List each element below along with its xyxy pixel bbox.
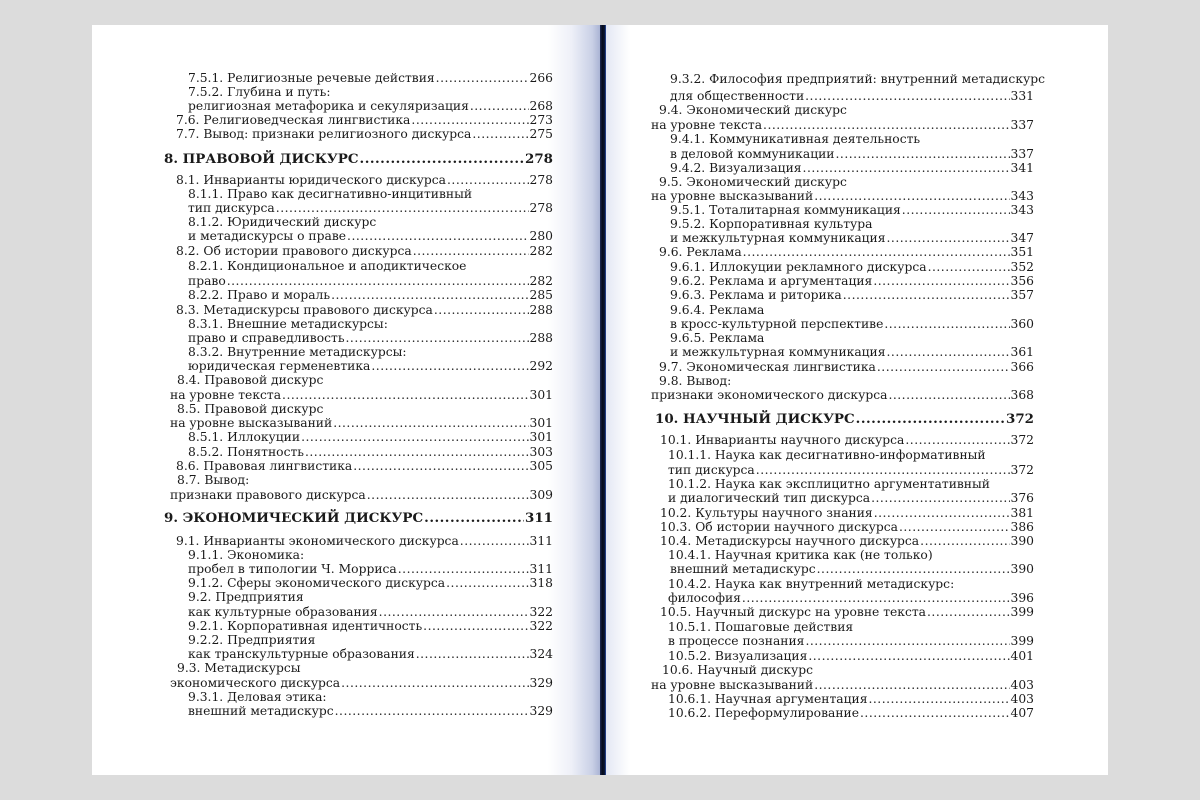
toc-entry-title: 9.5. Экономический дискурс — [659, 175, 847, 189]
dot-leader — [436, 71, 529, 85]
dot-leader — [843, 288, 1010, 302]
toc-entry-title: 9.3.1. Деловая этика: — [188, 690, 327, 704]
toc-entry — [670, 147, 1034, 161]
dot-leader — [803, 161, 1010, 175]
toc-entry — [188, 85, 331, 99]
toc-entry — [188, 331, 553, 345]
dot-leader — [927, 605, 1010, 619]
toc-entry — [670, 203, 1034, 217]
toc-entry-title: 9.1.2. Сферы экономического дискурса — [188, 576, 446, 590]
toc-entry — [670, 303, 764, 317]
toc-page-number: 343 — [1010, 203, 1034, 217]
dot-leader — [836, 147, 1010, 161]
toc-page-number: 352 — [1010, 260, 1034, 274]
toc-entry-title: в процессе познания — [668, 634, 805, 648]
toc-page-number: 399 — [1010, 605, 1034, 619]
toc-entry — [188, 590, 304, 604]
toc-entry-title: 9.3.2. Философия предприятий: внутренний метадискурс — [670, 72, 1045, 86]
toc-entry — [670, 331, 764, 345]
dot-leader — [398, 562, 529, 576]
toc-entry — [188, 187, 472, 201]
toc-page-number: 357 — [1010, 288, 1034, 302]
toc-entry-title: 10.5.2. Визуализация — [668, 649, 808, 663]
toc-entry — [177, 661, 301, 675]
toc-entry-title: 8.1. Инварианты юридического дискурса — [176, 173, 446, 187]
toc-entry-title: 10.5.1. Пошаговые действия — [668, 620, 854, 634]
toc-entry-title: пробел в типологии Ч. Морриса — [188, 562, 397, 576]
toc-chapter-heading — [655, 412, 1034, 426]
dot-leader — [447, 173, 529, 187]
toc-entry-title: признаки экономического дискурса — [651, 388, 888, 402]
toc-entry — [660, 534, 1034, 548]
toc-entry-title: 10.1.2. Наука как эксплицитно аргументативный — [668, 477, 990, 491]
toc-entry — [668, 448, 986, 462]
toc-entry-title: в деловой коммуникации — [670, 147, 835, 161]
toc-entry — [176, 173, 553, 187]
toc-entry — [668, 706, 1034, 720]
toc-entry — [668, 692, 1034, 706]
toc-page-number: 331 — [1010, 89, 1034, 103]
toc-page-number: 390 — [1010, 562, 1034, 576]
toc-page-number: 372 — [1006, 411, 1034, 427]
dot-leader — [756, 463, 1010, 477]
toc-entry — [670, 161, 1034, 175]
toc-entry-title: 8.3. Метадискурсы правового дискурса — [176, 303, 433, 317]
toc-entry-title: 9.4.1. Коммуникативная деятельность — [670, 132, 921, 146]
toc-page-number: 396 — [1010, 591, 1034, 605]
toc-entry — [670, 562, 1034, 576]
toc-entry — [188, 704, 553, 718]
toc-entry — [188, 345, 407, 359]
toc-entry-title: религиозная метафорика и секуляризация — [188, 99, 469, 113]
toc-entry-title: признаки правового дискурса — [170, 488, 366, 502]
dot-leader — [371, 359, 528, 373]
toc-entry — [660, 506, 1034, 520]
toc-page-number: 401 — [1010, 649, 1034, 663]
toc-entry — [670, 89, 1034, 103]
toc-entry-title: 8.5. Правовой дискурс — [177, 402, 324, 416]
toc-page-number: 368 — [1010, 388, 1034, 402]
toc-entry-title: 9.6.5. Реклама — [670, 331, 765, 345]
toc-page-number: 266 — [529, 71, 553, 85]
toc-page-number: 337 — [1010, 118, 1034, 132]
toc-entry — [659, 245, 1034, 259]
toc-page-number: 341 — [1010, 161, 1034, 175]
toc-entry-title: экономического дискурса — [170, 676, 341, 690]
dot-leader — [877, 360, 1010, 374]
dot-leader — [472, 127, 528, 141]
toc-entry — [188, 274, 553, 288]
toc-page-number: 329 — [529, 676, 553, 690]
toc-entry-title: 7.7. Вывод: признаки религиозного дискурса — [176, 127, 472, 141]
toc-entry-title: 10.4. Метадискурсы научного дискурса — [660, 534, 920, 548]
toc-page-number: 273 — [529, 113, 553, 127]
toc-page-number: 278 — [529, 201, 553, 215]
toc-entry — [668, 634, 1034, 648]
toc-entry-title: 8.4. Правовой дискурс — [177, 373, 324, 387]
toc-entry-title: на уровне текста — [170, 388, 282, 402]
toc-entry — [651, 388, 1034, 402]
dot-leader — [814, 678, 1009, 692]
toc-entry — [670, 345, 1034, 359]
toc-entry-title: 9.2. Предприятия — [188, 590, 304, 604]
toc-entry-title: 8.1.2. Юридический дискурс — [188, 215, 377, 229]
toc-entry — [670, 317, 1034, 331]
toc-page-number: 381 — [1010, 506, 1034, 520]
toc-entry-title: 8.3.1. Внешние метадискурсы: — [188, 317, 388, 331]
toc-entry — [188, 99, 553, 113]
dot-leader — [884, 317, 1009, 331]
toc-entry-title: 10.6.2. Переформулирование — [668, 706, 859, 720]
toc-entry — [651, 189, 1034, 203]
toc-entry — [660, 433, 1034, 447]
toc-entry — [188, 430, 553, 444]
toc-entry-title: 9.3. Метадискурсы — [177, 661, 301, 675]
toc-entry-title: 10.3. Об истории научного дискурса — [660, 520, 898, 534]
toc-page-number: 292 — [529, 359, 553, 373]
toc-page-number: 301 — [529, 430, 553, 444]
toc-page-number: 268 — [529, 99, 553, 113]
toc-entry — [670, 72, 1045, 86]
toc-page-number: 311 — [525, 510, 553, 526]
toc-entry-title: 9.4. Экономический дискурс — [659, 103, 847, 117]
toc-entry-title: 8.3.2. Внутренние метадискурсы: — [188, 345, 407, 359]
toc-entry-title: 9.7. Экономическая лингвистика — [659, 360, 876, 374]
toc-entry-title: 9.2.2. Предприятия — [188, 633, 316, 647]
toc-page-number: 390 — [1010, 534, 1034, 548]
dot-leader — [423, 619, 528, 633]
toc-page-number: 366 — [1010, 360, 1034, 374]
dot-leader — [860, 706, 1010, 720]
toc-entry — [659, 175, 847, 189]
dot-leader — [470, 99, 529, 113]
toc-entry-title: для общественности — [670, 89, 805, 103]
toc-entry — [176, 534, 553, 548]
toc-entry-title: юридическая герменевтика — [188, 359, 371, 373]
dot-leader — [887, 345, 1010, 359]
toc-entry-title: 10.6. Научный дискурс — [662, 663, 814, 677]
dot-leader — [805, 634, 1009, 648]
toc-entry-title: 8.5.2. Понятность — [188, 445, 304, 459]
toc-page-number: 285 — [529, 288, 553, 302]
toc-entry-title: 9.6.4. Реклама — [670, 303, 765, 317]
gutter-shadow-right — [606, 25, 630, 775]
toc-entry — [660, 605, 1034, 619]
dot-leader — [899, 520, 1010, 534]
toc-page-number: 399 — [1010, 634, 1034, 648]
toc-entry-title: 10.4.2. Наука как внутренний метадискурс: — [668, 577, 955, 591]
toc-page-number: 278 — [529, 173, 553, 187]
toc-entry — [176, 244, 553, 258]
toc-page-number: 309 — [529, 488, 553, 502]
toc-chapter-heading — [164, 511, 553, 525]
dot-leader — [353, 459, 528, 473]
toc-entry — [668, 649, 1034, 663]
toc-entry-title: и метадискурсы о праве — [188, 229, 347, 243]
dot-leader — [282, 388, 528, 402]
dot-leader — [301, 430, 528, 444]
dot-leader — [276, 201, 529, 215]
toc-page-number: 329 — [529, 704, 553, 718]
toc-entry-title: и межкультурная коммуникация — [670, 345, 886, 359]
dot-leader — [887, 231, 1010, 245]
dot-leader — [413, 244, 529, 258]
toc-page-number: 361 — [1010, 345, 1034, 359]
dot-leader — [446, 576, 528, 590]
dot-leader — [742, 591, 1010, 605]
toc-entry — [188, 259, 466, 273]
toc-entry — [188, 317, 388, 331]
toc-entry-title: 10.2. Культуры научного знания — [660, 506, 873, 520]
dot-leader — [424, 511, 524, 525]
toc-page-number: 288 — [529, 303, 553, 317]
toc-entry — [188, 562, 553, 576]
toc-entry-title: 8.1.1. Право как десигнативно-инцитивный — [188, 187, 473, 201]
dot-leader — [805, 89, 1009, 103]
toc-entry-title: 9.1.1. Экономика: — [188, 548, 305, 562]
toc-entry — [188, 288, 553, 302]
toc-page-number: 322 — [529, 619, 553, 633]
toc-entry-title: 9.6. Реклама — [659, 245, 742, 259]
dot-leader — [460, 534, 529, 548]
toc-entry — [670, 260, 1034, 274]
dot-leader — [874, 506, 1010, 520]
dot-leader — [905, 433, 1009, 447]
toc-entry — [188, 619, 553, 633]
toc-page-number: 311 — [529, 562, 553, 576]
dot-leader — [341, 676, 528, 690]
dot-leader — [856, 412, 1005, 426]
toc-entry-title: на уровне текста — [651, 118, 763, 132]
toc-entry-title: 9.4.2. Визуализация — [670, 161, 802, 175]
dot-leader — [817, 562, 1010, 576]
toc-entry-title: 7.6. Религиоведческая лингвистика — [176, 113, 411, 127]
toc-entry — [170, 488, 553, 502]
toc-page-number: 372 — [1010, 433, 1034, 447]
dot-leader — [360, 152, 525, 166]
toc-entry — [660, 520, 1034, 534]
toc-entry-title: тип дискурса — [188, 201, 275, 215]
dot-leader — [868, 692, 1009, 706]
toc-entry-title: философия — [668, 591, 741, 605]
toc-entry-title: внешний метадискурс — [188, 704, 334, 718]
toc-entry-title: 9.5.1. Тоталитарная коммуникация — [670, 203, 901, 217]
toc-entry — [670, 288, 1034, 302]
toc-page-number: 322 — [529, 605, 553, 619]
toc-entry — [668, 548, 933, 562]
toc-entry-title: 9. ЭКОНОМИЧЕСКИЙ ДИСКУРС — [164, 510, 424, 526]
toc-entry-title: 8.2. Об истории правового дискурса — [176, 244, 412, 258]
toc-entry — [188, 576, 553, 590]
toc-entry-title: 9.6.3. Реклама и риторика — [670, 288, 842, 302]
dot-leader — [411, 113, 528, 127]
gutter-shadow-left — [548, 25, 600, 775]
toc-entry — [188, 201, 553, 215]
toc-page-number: 337 — [1010, 147, 1034, 161]
toc-entry-title: 9.2.1. Корпоративная идентичность — [188, 619, 423, 633]
toc-entry — [670, 274, 1034, 288]
toc-entry-title: внешний метадискурс — [670, 562, 816, 576]
toc-page-number: 318 — [529, 576, 553, 590]
toc-entry — [176, 127, 553, 141]
toc-entry-title: 9.1. Инварианты экономического дискурса — [176, 534, 459, 548]
toc-entry-title: 10.4.1. Научная критика как (не только) — [668, 548, 933, 562]
toc-entry — [177, 373, 323, 387]
toc-entry-title: 8.2.1. Кондициональное и аподиктическое — [188, 259, 467, 273]
toc-entry — [659, 374, 731, 388]
toc-entry — [177, 402, 323, 416]
dot-leader — [902, 203, 1010, 217]
toc-entry-title: 10.6.1. Научная аргументация — [668, 692, 868, 706]
toc-page-number: 376 — [1010, 491, 1034, 505]
toc-entry — [670, 217, 872, 231]
toc-entry — [170, 416, 553, 430]
toc-entry-title: 8.2.2. Право и мораль — [188, 288, 331, 302]
toc-page-number: 275 — [529, 127, 553, 141]
toc-entry — [188, 548, 304, 562]
toc-entry — [668, 620, 853, 634]
toc-page-number: 343 — [1010, 189, 1034, 203]
toc-page-number: 282 — [529, 274, 553, 288]
toc-entry — [651, 678, 1034, 692]
toc-page-number: 280 — [529, 229, 553, 243]
toc-entry-title: как культурные образования — [188, 605, 378, 619]
toc-entry — [188, 690, 327, 704]
toc-page-number: 347 — [1010, 231, 1034, 245]
toc-entry-title: 9.6.2. Реклама и аргументация — [670, 274, 873, 288]
toc-page-number: 301 — [529, 388, 553, 402]
toc-entry — [170, 676, 553, 690]
dot-leader — [888, 388, 1009, 402]
toc-entry-title: 10.1. Инварианты научного дискурса — [660, 433, 905, 447]
toc-entry-title: 10.1.1. Наука как десигнативно-информативный — [668, 448, 986, 462]
toc-entry-title: как транскультурные образования — [188, 647, 415, 661]
toc-entry — [659, 103, 847, 117]
toc-entry — [176, 303, 553, 317]
toc-chapter-heading — [164, 152, 553, 166]
toc-page-number: 303 — [529, 445, 553, 459]
toc-page-number: 301 — [529, 416, 553, 430]
toc-entry — [668, 477, 990, 491]
dot-leader — [814, 189, 1009, 203]
dot-leader — [346, 331, 529, 345]
toc-entry-title: 8.7. Вывод: — [177, 473, 250, 487]
toc-entry-title: в кросс-культурной перспективе — [670, 317, 884, 331]
toc-entry-title: на уровне высказываний — [651, 189, 814, 203]
dot-leader — [367, 488, 529, 502]
toc-entry-title: 8.6. Правовая лингвистика — [176, 459, 353, 473]
toc-entry — [176, 459, 553, 473]
dot-leader — [763, 118, 1009, 132]
toc-page-number: 360 — [1010, 317, 1034, 331]
toc-entry-title: 9.6.1. Иллокуции рекламного дискурса — [670, 260, 927, 274]
dot-leader — [873, 274, 1009, 288]
dot-leader — [920, 534, 1009, 548]
toc-entry — [188, 359, 553, 373]
toc-page-number: 356 — [1010, 274, 1034, 288]
toc-entry-title: право — [188, 274, 226, 288]
toc-entry — [662, 663, 813, 677]
toc-entry-title: 9.8. Вывод: — [659, 374, 732, 388]
toc-entry-title: на уровне высказываний — [170, 416, 333, 430]
dot-leader — [331, 288, 528, 302]
dot-leader — [871, 491, 1009, 505]
toc-entry — [188, 445, 553, 459]
toc-entry-title: право и справедливость — [188, 331, 345, 345]
toc-page-number: 403 — [1010, 692, 1034, 706]
toc-entry — [188, 605, 553, 619]
toc-entry-title: 10. НАУЧНЫЙ ДИСКУРС — [655, 411, 855, 427]
toc-entry-title: 7.5.1. Религиозные речевые действия — [188, 71, 435, 85]
toc-entry — [176, 113, 553, 127]
toc-entry — [668, 591, 1034, 605]
toc-entry — [188, 71, 553, 85]
dot-leader — [305, 445, 529, 459]
toc-entry — [670, 132, 920, 146]
dot-leader — [335, 704, 529, 718]
dot-leader — [808, 649, 1009, 663]
toc-page-number: 278 — [525, 151, 553, 167]
toc-entry — [188, 633, 315, 647]
toc-entry-title: 10.5. Научный дискурс на уровне текста — [660, 605, 926, 619]
toc-page-number: 372 — [1010, 463, 1034, 477]
toc-entry-title: 9.5.2. Корпоративная культура — [670, 217, 873, 231]
toc-entry — [188, 215, 376, 229]
toc-page-number: 351 — [1010, 245, 1034, 259]
dot-leader — [379, 605, 529, 619]
toc-entry-title: 7.5.2. Глубина и путь: — [188, 85, 331, 99]
toc-entry — [668, 577, 954, 591]
toc-page-number: 282 — [529, 244, 553, 258]
toc-entry-title: на уровне высказываний — [651, 678, 814, 692]
toc-entry-title: 8. ПРАВОВОЙ ДИСКУРС — [164, 151, 359, 167]
dot-leader — [928, 260, 1010, 274]
toc-page-number: 324 — [529, 647, 553, 661]
toc-entry — [668, 491, 1034, 505]
toc-entry — [668, 463, 1034, 477]
toc-entry — [659, 360, 1034, 374]
toc-page-number: 386 — [1010, 520, 1034, 534]
dot-leader — [347, 229, 528, 243]
toc-entry — [651, 118, 1034, 132]
toc-entry-title: и диалогический тип дискурса — [668, 491, 871, 505]
toc-entry-title: тип дискурса — [668, 463, 755, 477]
toc-page-number: 311 — [529, 534, 553, 548]
toc-page-number: 305 — [529, 459, 553, 473]
dot-leader — [743, 245, 1010, 259]
dot-leader — [227, 274, 529, 288]
dot-leader — [416, 647, 529, 661]
toc-page-number: 403 — [1010, 678, 1034, 692]
toc-entry-title: и межкультурная коммуникация — [670, 231, 886, 245]
toc-page-number: 288 — [529, 331, 553, 345]
toc-entry — [177, 473, 249, 487]
toc-entry — [170, 388, 553, 402]
toc-entry — [670, 231, 1034, 245]
toc-page-number: 407 — [1010, 706, 1034, 720]
dot-leader — [434, 303, 529, 317]
toc-entry — [188, 647, 553, 661]
dot-leader — [333, 416, 528, 430]
toc-entry-title: 8.5.1. Иллокуции — [188, 430, 301, 444]
toc-entry — [188, 229, 553, 243]
